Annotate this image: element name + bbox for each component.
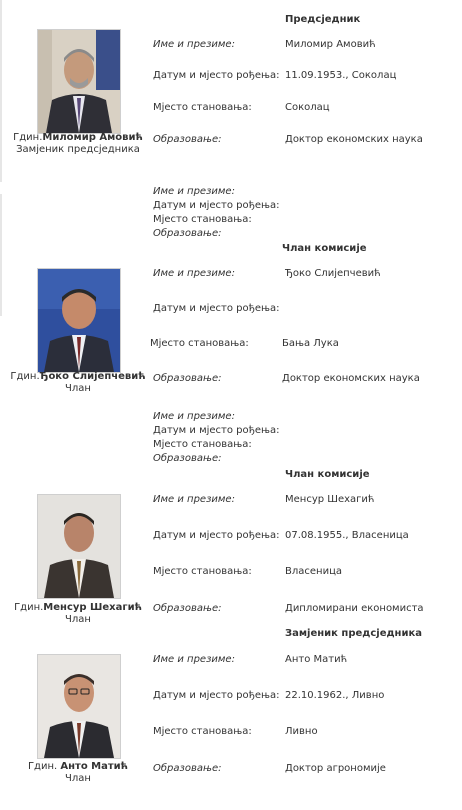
spacer-2-birth-label: Датум и мјесто рођења: xyxy=(153,425,280,436)
member-3-role: Члан xyxy=(65,614,91,625)
member-3-name-label: Име и презиме: xyxy=(153,494,235,505)
member-2-prefix: Гдин. xyxy=(10,371,40,382)
spacer-1-birth-label: Датум и мјесто рођења: xyxy=(153,200,280,211)
member-4-education-value: Доктор агрономије xyxy=(285,763,386,774)
spacer-2-education-label: Образовање: xyxy=(153,453,222,464)
spacer-1-residence-label: Мјесто становања: xyxy=(153,214,252,225)
member-1-prefix: Гдин. xyxy=(13,132,43,143)
member-1-residence-value: Соколац xyxy=(285,102,330,113)
member-1-name-label: Име и презиме: xyxy=(153,39,235,50)
member-4-heading: Замјеник предсједника xyxy=(285,628,423,639)
spacer-1-name-label: Име и презиме: xyxy=(153,186,235,197)
spacer-2-residence-label: Мјесто становања: xyxy=(153,439,252,450)
member-1-caption xyxy=(3,132,153,156)
member-4-prefix: Гдин. xyxy=(27,761,61,772)
member-2-residence-value: Бања Лука xyxy=(282,338,339,349)
member-4-birth-label: Датум и мјесто рођења: xyxy=(153,690,280,701)
member-4-name-value: Анто Матић xyxy=(285,654,348,665)
member-1-education-value: Доктор економских наука xyxy=(285,134,423,145)
left-edge-bar xyxy=(0,194,2,316)
member-2-name-value: Ђоко Слијепчевић xyxy=(285,268,381,279)
member-2-name-label: Име и презиме: xyxy=(153,268,235,279)
member-3-education-value: Дипломирани економиста xyxy=(285,603,424,614)
member-2-caption xyxy=(3,371,153,395)
member-2-education-label: Образовање: xyxy=(153,373,222,384)
spacer-2-name-label: Име и презиме: xyxy=(153,411,235,422)
member-2-birth-label: Датум и мјесто рођења: xyxy=(153,303,280,314)
member-3-heading: Члан комисије xyxy=(285,469,370,480)
member-3-birth-label: Датум и мјесто рођења: xyxy=(153,530,280,541)
member-1-name-bold: Миломир Амовић xyxy=(42,132,143,143)
member-1-education-label: Образовање: xyxy=(153,134,222,145)
member-2-photo xyxy=(37,268,121,373)
member-4-name-label: Име и презиме: xyxy=(153,654,235,665)
member-4-residence-label: Мјесто становања: xyxy=(153,726,252,737)
member-2-role: Члан xyxy=(65,383,91,394)
left-edge-bar xyxy=(0,0,2,182)
member-3-photo xyxy=(37,494,121,599)
member-4-photo xyxy=(37,654,121,759)
member-1-residence-label: Мјесто становања: xyxy=(153,102,252,113)
member-3-name-bold: Менсур Шехагић xyxy=(43,602,142,613)
member-4-name-bold: Анто Матић xyxy=(60,761,129,772)
member-4-residence-value: Ливно xyxy=(285,726,318,737)
spacer-1-education-label: Образовање: xyxy=(153,228,222,239)
member-4-birth-value: 22.10.1962., Ливно xyxy=(285,690,385,701)
member-4-education-label: Образовање: xyxy=(153,763,222,774)
member-1-birth-value: 11.09.1953., Соколац xyxy=(285,70,397,81)
member-1-photo xyxy=(37,29,121,134)
member-3-residence-value: Власеница xyxy=(285,566,343,577)
member-3-name-value: Менсур Шехагић xyxy=(285,494,375,505)
member-2-residence-label: Мјесто становања: xyxy=(150,338,249,349)
member-4-role: Члан xyxy=(65,773,91,784)
member-3-birth-value: 07.08.1955., Власеница xyxy=(285,530,409,541)
member-1-heading: Предсједник xyxy=(285,14,361,25)
member-1-birth-label: Датум и мјесто рођења: xyxy=(153,70,280,81)
member-1-name-value: Миломир Амовић xyxy=(285,39,376,50)
member-3-prefix: Гдин. xyxy=(14,602,44,613)
member-3-caption xyxy=(3,602,153,626)
member-4-caption xyxy=(3,761,153,785)
member-2-heading: Члан комисије xyxy=(282,243,367,254)
member-3-education-label: Образовање: xyxy=(153,603,222,614)
member-2-name-bold: Ђоко Слијепчевић xyxy=(39,371,146,382)
member-2-education-value: Доктор економских наука xyxy=(282,373,420,384)
member-3-residence-label: Мјесто становања: xyxy=(153,566,252,577)
member-1-role: Замјеник предсједника xyxy=(16,144,140,155)
